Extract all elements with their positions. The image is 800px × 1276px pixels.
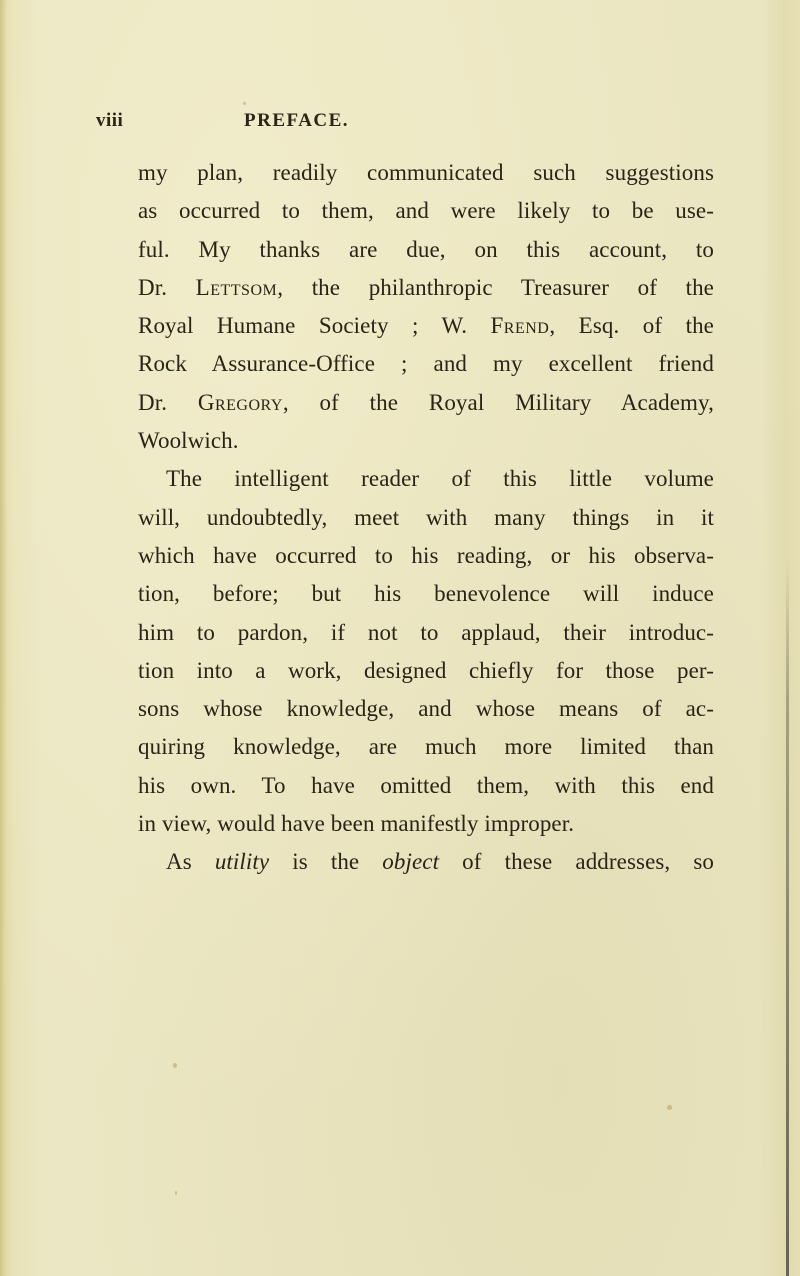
text-line: him to pardon, if not to applaud, their introduc- [138,619,714,645]
text-line: Dr. Gregory, of the Royal Military Academy, [138,389,715,415]
text-line: Royal Humane Society ; W. Frend, Esq. of the [138,313,714,339]
text-line: quiring knowledge, are much more limited than [138,734,714,760]
text-line: will, undoubtedly, meet with many things in it [138,504,714,530]
text-line: my plan, readily communicated such suggestions [138,160,714,185]
paragraph-start: The intelligent reader of this little volume [166,466,714,492]
text-line: as occurred to them, and were likely to be use- [138,198,714,224]
text-line: which have occurred to his reading, or his observa- [138,542,714,568]
text-line: ful. My thanks are due, on this account, to [138,236,714,262]
name-frend: Frend [490,313,550,339]
text-line: Woolwich. [138,428,239,454]
paragraph-start: As utility is the object of these addresses, so [166,849,714,875]
paper-fleck [175,1191,177,1195]
paper-fleck [667,1105,672,1110]
page-gutter-shadow [786,560,789,1276]
page-left-edge [0,0,6,1276]
name-lettsom: Lettsom [195,274,278,300]
paper-fleck [173,1063,177,1068]
running-title: PREFACE. [244,110,350,131]
text-line: Rock Assurance-Office ; and my excellent friend [138,351,714,377]
text-line: his own. To have omitted them, with this end [138,772,714,798]
name-gregory: Gregory [197,389,283,415]
emphasis-utility: utility [214,849,270,875]
text-line: sons whose knowledge, and whose means of ac- [138,696,714,722]
text-line: tion, before; but his benevolence will induce [138,581,714,607]
emphasis-object: object [382,849,440,875]
paper-fleck [243,102,246,105]
running-head [0,108,800,138]
body-text [138,154,714,882]
text-line: in view, would have been manifestly improper. [138,811,575,837]
page-number: viii [96,110,124,131]
text-line: Dr. Lettsom, the philanthropic Treasurer of the [138,274,714,300]
text-line: tion into a work, designed chiefly for those per- [138,657,714,683]
